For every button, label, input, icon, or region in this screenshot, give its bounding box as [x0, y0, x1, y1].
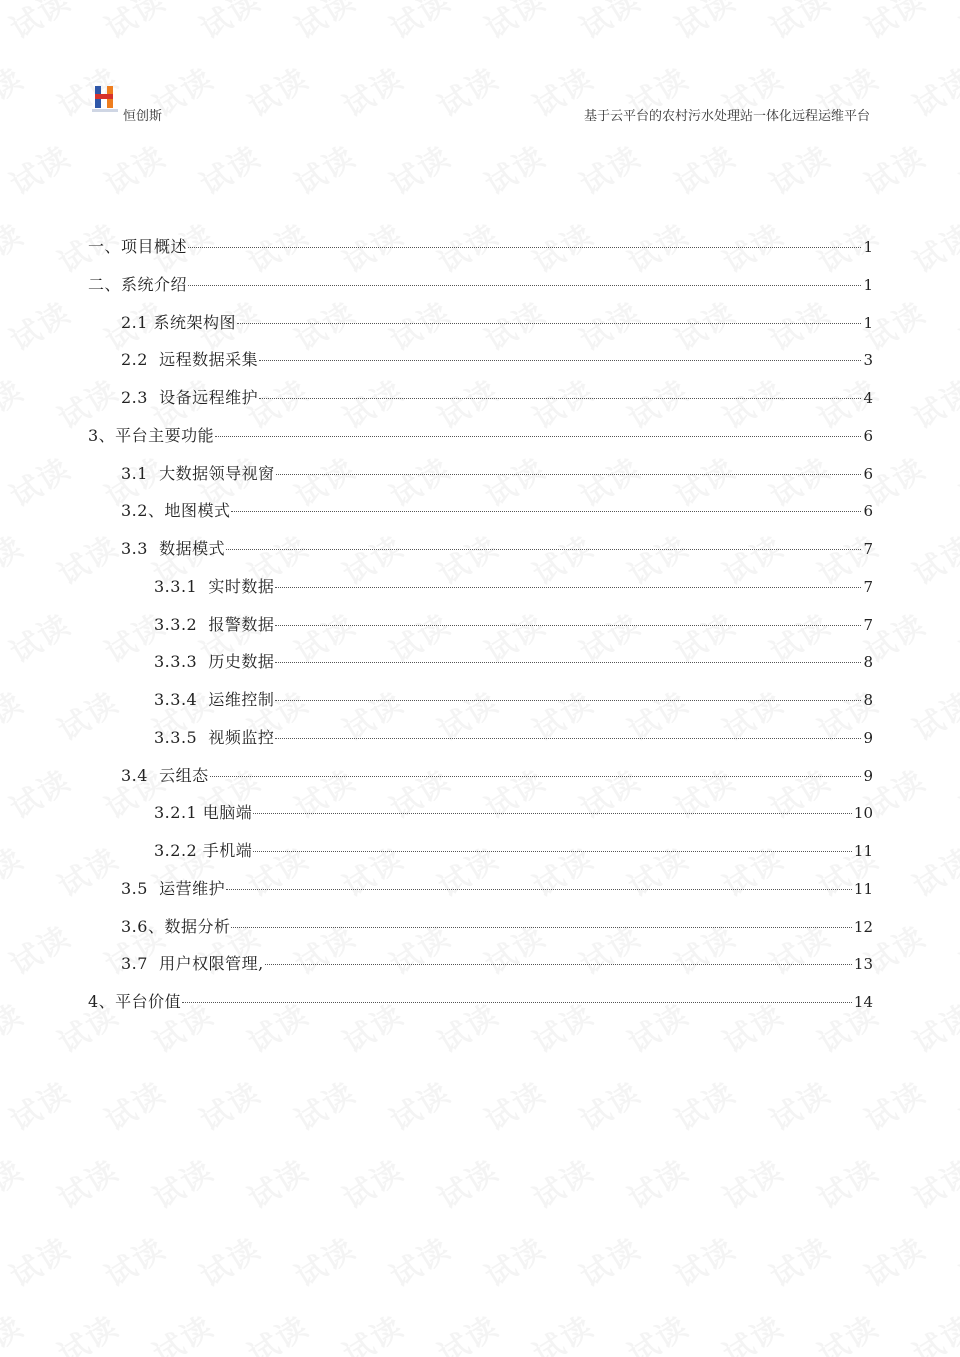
- toc-entry[interactable]: [88, 612, 873, 650]
- toc-dot-leader: [253, 813, 852, 814]
- watermark-text: [0, 522, 31, 593]
- watermark-text: [0, 1224, 78, 1295]
- watermark-text: [665, 132, 743, 203]
- toc-entry-page: 7: [863, 540, 873, 558]
- toc-dot-leader: [231, 927, 851, 928]
- watermark-text: [95, 1068, 173, 1139]
- toc-entry[interactable]: [88, 234, 873, 272]
- toc-entry-page: 13: [853, 955, 873, 974]
- toc-dot-leader: [253, 851, 852, 852]
- watermark-text: [950, 600, 960, 671]
- watermark-text: [428, 1146, 506, 1217]
- toc-entry-label: 3.3.5 视频监控: [154, 727, 275, 747]
- watermark-text: [0, 1146, 31, 1217]
- toc-entry[interactable]: [88, 310, 873, 348]
- toc-entry-page: 9: [863, 728, 873, 747]
- toc-entry[interactable]: [88, 574, 873, 612]
- toc-entry-page: 11: [853, 842, 873, 860]
- toc-dot-leader: [188, 285, 861, 286]
- toc-entry-page: 10: [853, 804, 873, 823]
- watermark-text: [950, 288, 960, 359]
- watermark-text: [475, 0, 553, 48]
- toc-entry-label: 3.2、地图模式: [121, 501, 231, 521]
- watermark-text: [950, 0, 960, 48]
- watermark-text: [0, 444, 78, 515]
- watermark-text: [570, 0, 648, 48]
- watermark-text: [950, 756, 960, 827]
- toc-entry-page: 6: [863, 426, 873, 445]
- toc-entry[interactable]: [88, 498, 873, 536]
- watermark-text: [475, 1068, 553, 1139]
- watermark-text: [903, 834, 960, 905]
- watermark-text: [380, 0, 458, 48]
- watermark-text: [903, 1302, 960, 1357]
- toc-entry-label: 3.2.2 手机端: [154, 841, 253, 860]
- watermark-text: [665, 0, 743, 48]
- watermark-text: [903, 990, 960, 1061]
- watermark-text: [950, 1068, 960, 1139]
- watermark-text: [0, 1068, 78, 1139]
- toc-entry-label: 4、平台价值: [88, 992, 182, 1011]
- watermark-text: [855, 0, 933, 48]
- watermark-text: [190, 0, 268, 48]
- watermark-text: [665, 1068, 743, 1139]
- toc-entry[interactable]: [88, 461, 873, 499]
- toc-entry-label: 3.2.1 电脑端: [154, 803, 253, 823]
- watermark-text: [238, 1146, 316, 1217]
- watermark-text: [713, 1146, 791, 1217]
- watermark-text: [380, 132, 458, 203]
- watermark-text: [285, 132, 363, 203]
- toc-entry-label: 2.2 远程数据采集: [121, 350, 259, 370]
- toc-dot-leader: [275, 625, 861, 626]
- toc-entry-label: 3.6、数据分析: [121, 916, 231, 936]
- watermark-text: [760, 132, 838, 203]
- toc-entry-page: 14: [853, 993, 873, 1011]
- toc-entry-page: 1: [863, 275, 873, 294]
- toc-entry[interactable]: [88, 423, 873, 461]
- toc-entry-page: 7: [863, 577, 873, 596]
- watermark-text: [570, 132, 648, 203]
- watermark-text: [570, 1068, 648, 1139]
- watermark-text: [190, 1224, 268, 1295]
- watermark-text: [713, 1302, 791, 1357]
- toc-entry-page: 6: [863, 502, 873, 521]
- watermark-text: [760, 1224, 838, 1295]
- toc-entry[interactable]: [88, 536, 873, 574]
- watermark-text: [903, 1146, 960, 1217]
- toc-entry-page: 12: [853, 917, 873, 936]
- toc-entry-page: 9: [863, 766, 873, 785]
- toc-dot-leader: [226, 549, 861, 550]
- watermark-text: [808, 1302, 886, 1357]
- toc-entry[interactable]: [88, 763, 873, 801]
- toc-entry-page: 1: [863, 313, 873, 332]
- toc-entry-page: 6: [863, 464, 873, 483]
- toc-entry-label: 3.3.4 运维控制: [154, 690, 275, 709]
- toc-entry-label: 2.3 设备远程维护: [121, 388, 259, 407]
- watermark-text: [808, 1146, 886, 1217]
- watermark-text: [0, 912, 78, 983]
- watermark-text: [903, 210, 960, 281]
- watermark-text: [143, 1146, 221, 1217]
- watermark-text: [0, 54, 31, 125]
- toc-dot-leader: [259, 360, 861, 361]
- watermark-text: [523, 1146, 601, 1217]
- toc-entry-page: 3: [863, 351, 873, 370]
- toc-entry[interactable]: [88, 951, 873, 989]
- toc-dot-leader: [215, 436, 861, 437]
- watermark-text: [760, 0, 838, 48]
- toc-dot-leader: [259, 398, 861, 399]
- toc-entry[interactable]: [88, 385, 873, 423]
- toc-dot-leader: [237, 323, 861, 324]
- toc-entry-label: 3.4 云组态: [121, 765, 209, 785]
- watermark-text: [950, 132, 960, 203]
- watermark-text: [0, 210, 31, 281]
- toc-entry-label: 3.1 大数据领导视窗: [121, 463, 275, 483]
- watermark-text: [760, 1068, 838, 1139]
- toc-entry-label: 3、平台主要功能: [88, 425, 215, 445]
- watermark-text: [950, 1224, 960, 1295]
- toc-entry-label: 2.1 系统架构图: [121, 312, 237, 332]
- toc-entry-page: 11: [853, 879, 873, 898]
- watermark-text: [903, 54, 960, 125]
- watermark-text: [903, 366, 960, 437]
- toc-dot-leader: [210, 776, 862, 777]
- toc-dot-leader: [265, 964, 852, 965]
- watermark-text: [475, 1224, 553, 1295]
- toc-entry-label: 一、项目概述: [88, 237, 188, 256]
- watermark-text: [48, 1302, 126, 1357]
- watermark-text: [143, 1302, 221, 1357]
- toc-entry-label: 3.3 数据模式: [121, 539, 226, 558]
- toc-entry[interactable]: [88, 649, 873, 687]
- toc-dot-leader: [226, 889, 852, 890]
- watermark-text: [333, 1146, 411, 1217]
- watermark-text: [855, 132, 933, 203]
- company-logo-icon: [92, 84, 120, 114]
- toc-entry-page: 7: [863, 615, 873, 634]
- company-name: 恒创斯: [123, 109, 163, 124]
- watermark-text: [0, 132, 78, 203]
- toc-dot-leader: [276, 474, 862, 475]
- toc-dot-leader: [182, 1002, 852, 1003]
- watermark-text: [190, 1068, 268, 1139]
- toc-entry-page: 8: [863, 653, 873, 672]
- toc-dot-leader: [231, 511, 861, 512]
- watermark-text: [333, 1302, 411, 1357]
- watermark-text: [285, 1068, 363, 1139]
- toc-entry[interactable]: [88, 687, 873, 725]
- table-of-contents: [88, 234, 873, 1027]
- toc-entry[interactable]: [88, 876, 873, 914]
- watermark-text: [618, 1146, 696, 1217]
- watermark-text: [0, 678, 31, 749]
- watermark-text: [285, 1224, 363, 1295]
- toc-entry-page: 8: [863, 691, 873, 709]
- watermark-text: [665, 1224, 743, 1295]
- toc-entry-label: 3.3.2 报警数据: [154, 614, 275, 634]
- toc-entry[interactable]: [88, 272, 873, 310]
- watermark-text: [903, 522, 960, 593]
- toc-entry-label: 3.7 用户权限管理,: [121, 954, 264, 974]
- watermark-text: [903, 678, 960, 749]
- watermark-text: [380, 1068, 458, 1139]
- toc-entry-page: 4: [863, 389, 873, 407]
- watermark-text: [618, 1302, 696, 1357]
- toc-dot-leader: [275, 587, 861, 588]
- watermark-text: [0, 990, 31, 1061]
- watermark-text: [190, 132, 268, 203]
- document-title: 基于云平台的农村污水处理站一体化远程运维平台: [583, 109, 870, 124]
- watermark-text: [95, 0, 173, 48]
- watermark-text: [855, 1224, 933, 1295]
- watermark-text: [0, 0, 78, 48]
- watermark-text: [523, 1302, 601, 1357]
- watermark-text: [0, 834, 31, 905]
- watermark-text: [428, 1302, 506, 1357]
- toc-dot-leader: [275, 662, 861, 663]
- watermark-text: [950, 912, 960, 983]
- watermark-text: [380, 1224, 458, 1295]
- watermark-text: [570, 1224, 648, 1295]
- watermark-text: [475, 132, 553, 203]
- toc-entry-label: 3.3.1 实时数据: [154, 576, 275, 596]
- watermark-text: [95, 1224, 173, 1295]
- watermark-text: [0, 1302, 31, 1357]
- watermark-text: [48, 1146, 126, 1217]
- toc-dot-leader: [275, 700, 861, 701]
- watermark-text: [238, 1302, 316, 1357]
- toc-entry[interactable]: [88, 989, 873, 1027]
- toc-entry[interactable]: [88, 725, 873, 763]
- toc-entry[interactable]: [88, 347, 873, 385]
- toc-dot-leader: [188, 247, 861, 248]
- toc-entry[interactable]: [88, 838, 873, 876]
- toc-entry[interactable]: [88, 914, 873, 952]
- watermark-text: [0, 366, 31, 437]
- watermark-text: [285, 0, 363, 48]
- toc-entry-label: 3.3.3 历史数据: [154, 652, 275, 672]
- watermark-text: [0, 756, 78, 827]
- toc-dot-leader: [275, 738, 861, 739]
- watermark-text: [0, 600, 78, 671]
- toc-entry-page: 1: [863, 238, 873, 256]
- watermark-text: [95, 132, 173, 203]
- toc-entry[interactable]: [88, 800, 873, 838]
- toc-entry-label: 二、系统介绍: [88, 274, 188, 294]
- watermark-text: [0, 288, 78, 359]
- page-header: [90, 84, 870, 124]
- toc-entry-label: 3.5 运营维护: [121, 878, 226, 898]
- watermark-text: [855, 1068, 933, 1139]
- watermark-text: [950, 444, 960, 515]
